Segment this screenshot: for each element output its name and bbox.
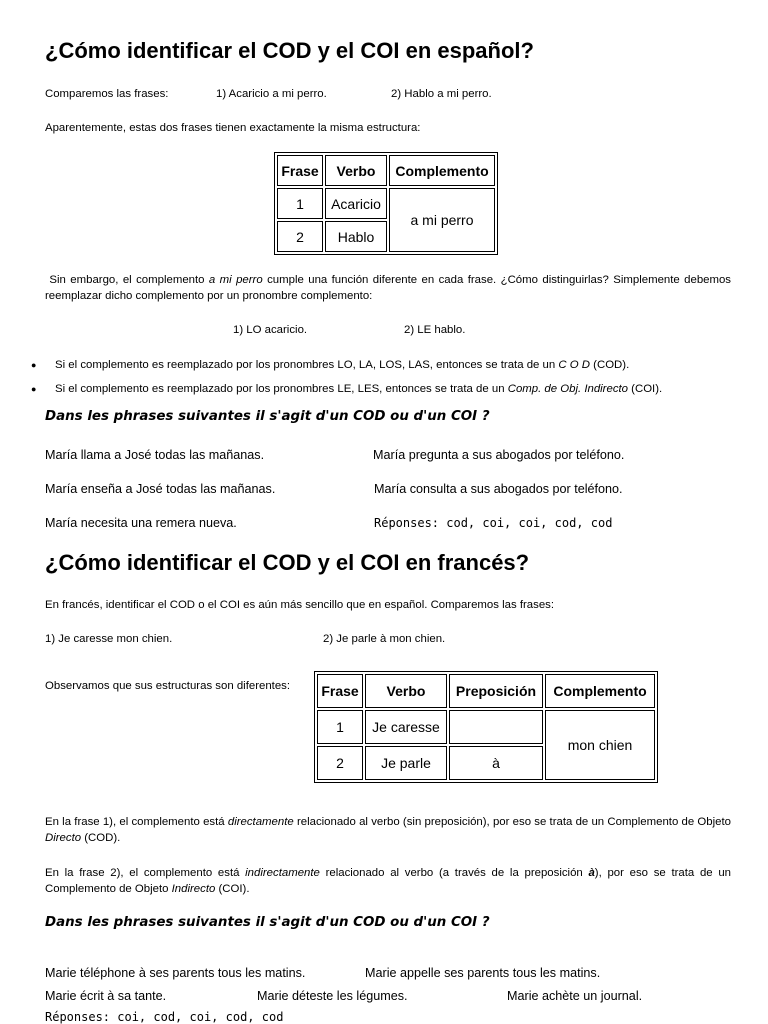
s1-para-c: cumple una función diferente en cada frase. ¿Cómo distinguirlas? Simplemente debemos reemplazar dicho complemento por un pronombre complemento: <box>45 274 732 302</box>
s1-exercise-title: Dans les phrases suivantes il s'agit d'un COD ou d'un COI ? <box>45 409 490 424</box>
t1-row1-frase: 1 <box>277 188 323 219</box>
t2-row1-preposicion <box>449 710 543 744</box>
s2-exercise-1: Marie téléphone à ses parents tous les matins. <box>45 966 306 980</box>
t1-header-verbo: Verbo <box>325 155 387 186</box>
t2-header-frase: Frase <box>317 674 363 708</box>
s1-bullet1-a: Si el complemento es reemplazado por los pronombres LO, LA, LOS, LAS, entonces se trata de un <box>55 359 559 371</box>
section2-title: ¿Cómo identificar el COD y el COI en francés? <box>45 550 530 575</box>
t1-header-complemento: Complemento <box>389 155 495 186</box>
s1-exercise-1: María llama a José todas las mañanas. <box>45 448 265 462</box>
s2-para2-a: En la frase 2), el complemento está <box>45 867 246 879</box>
s1-bullet2 <box>55 381 662 397</box>
section1-title: ¿Cómo identificar el COD y el COI en español? <box>45 38 534 63</box>
french-structure-table <box>314 671 658 783</box>
s2-para2-e: ), por eso se trata de un Complemento de Objeto <box>45 867 732 895</box>
s2-para1-e: (COD). <box>81 832 121 844</box>
s1-apparent: Aparentemente, estas dos frases tienen exactamente la misma estructura: <box>45 122 421 134</box>
t2-row2-verbo: Je parle <box>365 746 447 780</box>
s1-paragraph <box>45 272 731 304</box>
t2-complement: mon chien <box>545 710 655 780</box>
s2-exercise-4: Marie déteste les légumes. <box>257 989 408 1003</box>
t1-complement: a mi perro <box>389 188 495 252</box>
t2-header-preposicion: Preposición <box>449 674 543 708</box>
t1-row1-verbo: Acaricio <box>325 188 387 219</box>
s1-bullet1-c: (COD). <box>590 359 630 371</box>
s2-answers: Réponses: coi, cod, coi, cod, cod <box>45 1010 284 1024</box>
s2-intro: En francés, identificar el COD o el COI es aún más sencillo que en español. Comparemos las frases: <box>45 599 555 611</box>
t2-row2-frase: 2 <box>317 746 363 780</box>
s1-phrase2: 2) Hablo a mi perro. <box>391 88 492 100</box>
s2-para2-c: relacionado al verbo (a través de la preposición <box>319 867 589 879</box>
t2-header-verbo: Verbo <box>365 674 447 708</box>
s1-bullet2-b: Comp. de Obj. Indirecto <box>507 383 629 395</box>
bullet-dot: ● <box>31 360 37 370</box>
s1-replace1: 1) LO acaricio. <box>233 324 308 336</box>
s2-phrase1: 1) Je caresse mon chien. <box>45 633 173 645</box>
bullet-dot: ● <box>31 384 37 394</box>
s1-bullet1-b: C O D <box>558 359 591 371</box>
s2-phrase2: 2) Je parle à mon chien. <box>323 633 446 645</box>
s1-answers: Réponses: cod, coi, coi, cod, cod <box>374 516 613 530</box>
t2-row1-verbo: Je caresse <box>365 710 447 744</box>
s2-para2-d: à <box>588 867 595 879</box>
s2-paragraph1 <box>45 814 731 846</box>
s1-exercise-2: María pregunta a sus abogados por teléfono. <box>373 448 625 462</box>
s2-para2-f: Indirecto <box>171 883 216 895</box>
s1-exercise-4: María consulta a sus abogados por teléfono. <box>374 482 623 496</box>
s2-para1-d: Directo <box>45 832 82 844</box>
s2-para2-b: indirectamente <box>245 867 320 879</box>
s2-exercise-5: Marie achète un journal. <box>507 989 643 1003</box>
s1-para-b: a mi perro <box>208 274 263 286</box>
s1-replace2: 2) LE hablo. <box>404 324 466 336</box>
t1-row2-verbo: Hablo <box>325 221 387 252</box>
s2-para2-g: (COI). <box>215 883 250 895</box>
s1-intro: Comparemos las frases: <box>45 88 169 100</box>
s2-exercise-2: Marie appelle ses parents tous les matins. <box>365 966 601 980</box>
t1-header-frase: Frase <box>277 155 323 186</box>
s1-para-a: Sin embargo, el complemento <box>49 274 209 286</box>
s2-exercise-3: Marie écrit à sa tante. <box>45 989 167 1003</box>
s1-bullet1 <box>55 357 629 373</box>
s2-observe: Observamos que sus estructuras son diferentes: <box>45 680 291 692</box>
s1-bullet2-a: Si el complemento es reemplazado por los pronombres LE, LES, entonces se trata de un <box>55 383 508 395</box>
spanish-structure-table <box>274 152 498 255</box>
s2-para1-c: relacionado al verbo (sin preposición), por eso se trata de un Complemento de Objeto <box>293 816 731 828</box>
t2-row1-frase: 1 <box>317 710 363 744</box>
s1-bullet2-c: (COI). <box>628 383 663 395</box>
s2-para1-b: directamente <box>227 816 294 828</box>
t2-row2-preposicion: à <box>449 746 543 780</box>
s2-paragraph2 <box>45 865 731 897</box>
s2-exercise-title: Dans les phrases suivantes il s'agit d'un COD ou d'un COI ? <box>45 915 490 930</box>
s2-para1-a: En la frase 1), el complemento está <box>45 816 228 828</box>
s1-exercise-3: María enseña a José todas las mañanas. <box>45 482 276 496</box>
s1-phrase1: 1) Acaricio a mi perro. <box>216 88 327 100</box>
t2-header-complemento: Complemento <box>545 674 655 708</box>
s1-exercise-5: María necesita una remera nueva. <box>45 516 237 530</box>
t1-row2-frase: 2 <box>277 221 323 252</box>
